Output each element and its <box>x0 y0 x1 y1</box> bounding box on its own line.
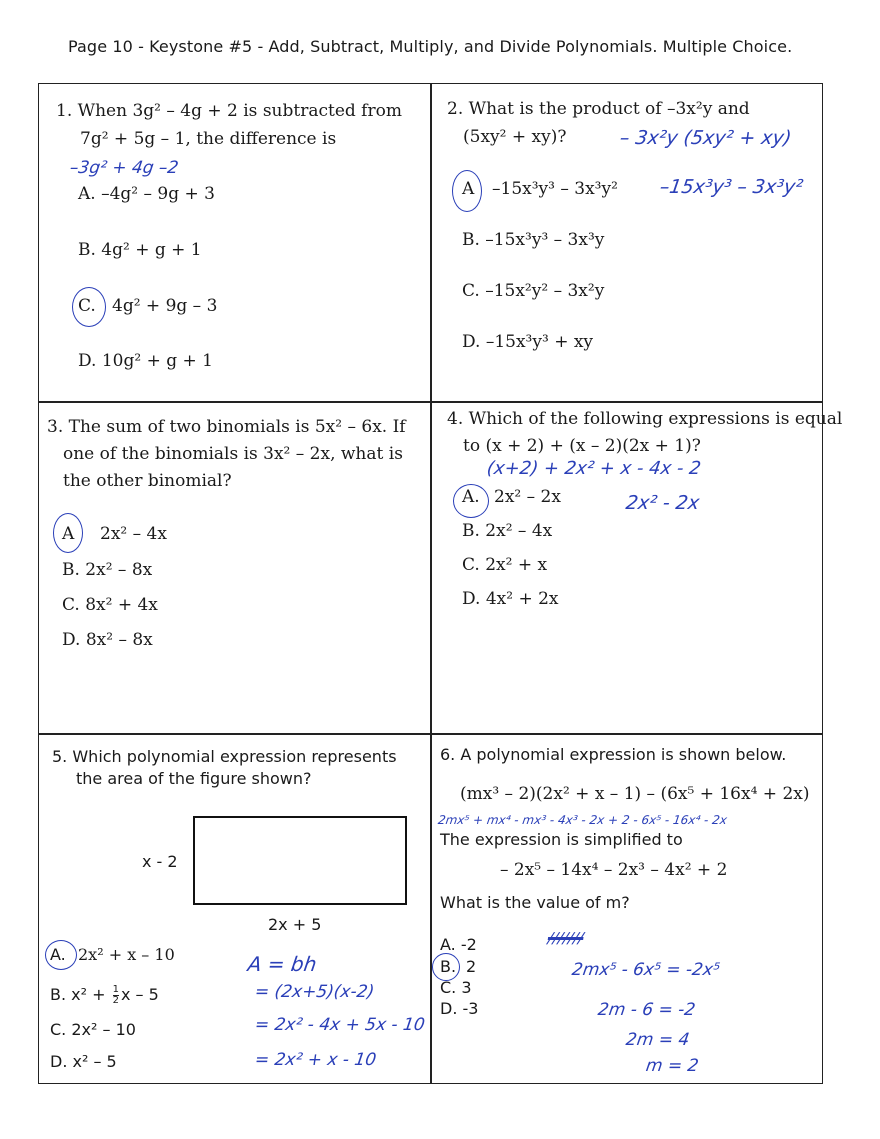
q5-prompt-line1: 5. Which polynomial expression represents <box>52 747 397 766</box>
q5-work-line1: A = bh <box>246 952 319 976</box>
q5-side-label: x - 2 <box>142 852 178 871</box>
q5-work-line2: = (2x+5)(x-2) <box>253 982 376 1002</box>
q4-option-d[interactable]: D. 4x² + 2x <box>462 589 559 609</box>
q6-simplified: – 2x⁵ – 14x⁴ – 2x³ – 4x² + 2 <box>500 860 728 880</box>
q6-work-line1: 2mx⁵ - 6x⁵ = -2x⁵ <box>570 960 722 980</box>
q2-handwritten-work2: –15x³y³ – 3x³y² <box>658 176 805 198</box>
q6-expression: (mx³ – 2)(2x² + x – 1) – (6x⁵ + 16x⁴ + 2x) <box>460 784 810 804</box>
q6-prompt-line3: What is the value of m? <box>440 893 630 912</box>
q2-option-b[interactable]: B. –15x³y³ – 3x³y <box>462 230 605 250</box>
q6-option-c[interactable]: C. 3 <box>440 978 472 997</box>
q1-prompt-line1: 1. When 3g² – 4g + 2 is subtracted from <box>56 101 402 121</box>
q5-bottom-label: 2x + 5 <box>268 915 322 934</box>
q1-handwritten-work: –3g² + 4g –2 <box>68 158 180 178</box>
q3-option-b[interactable]: B. 2x² – 8x <box>62 560 153 580</box>
q3-option-c[interactable]: C. 8x² + 4x <box>62 595 158 615</box>
q5-option-b-start: B. x² + <box>50 985 111 1004</box>
q1-option-b[interactable]: B. 4g² + g + 1 <box>78 240 202 260</box>
page-header: Page 10 - Keystone #5 - Add, Subtract, Multiply, and Divide Polynomials. Multiple Choice. <box>68 37 793 56</box>
q5-prompt-line2: the area of the figure shown? <box>76 769 312 788</box>
q5-option-b-end: x – 5 <box>120 985 159 1004</box>
q2-option-a[interactable]: –15x³y³ – 3x³y² <box>492 179 618 199</box>
q6-prompt-line1: 6. A polynomial expression is shown below. <box>440 745 787 764</box>
q6-work-line2: 2m - 6 = -2 <box>596 1000 697 1020</box>
q4-option-b[interactable]: B. 2x² – 4x <box>462 521 553 541</box>
q3-prompt-line3: the other binomial? <box>63 471 232 491</box>
q6-work-line3: 2m = 4 <box>624 1030 691 1050</box>
q5-rectangle-figure <box>193 816 407 905</box>
q5-option-a-letter[interactable]: A. <box>50 945 66 964</box>
q6-option-d[interactable]: D. -3 <box>440 999 479 1018</box>
q5-option-c[interactable]: C. 2x² – 10 <box>50 1020 136 1039</box>
q6-handwritten-expansion: 2mx⁵ + mx⁴ - mx³ - 4x³ - 2x + 2 - 6x⁵ - 16x⁴ - 2x <box>437 813 728 827</box>
q3-option-a[interactable]: 2x² – 4x <box>100 524 167 544</box>
q1-option-c[interactable]: 4g² + 9g – 3 <box>112 296 218 316</box>
q4-handwritten-work2: 2x² - 2x <box>624 492 701 514</box>
q3-prompt-line1: 3. The sum of two binomials is 5x² – 6x. If <box>47 417 406 437</box>
q2-option-d[interactable]: D. –15x³y³ + xy <box>462 332 594 352</box>
q5-work-line3: = 2x² - 4x + 5x - 10 <box>253 1015 427 1035</box>
q4-prompt-line1: 4. Which of the following expressions is equal <box>447 409 843 429</box>
q2-handwritten-work1: – 3x²y (5xy² + xy) <box>618 127 793 149</box>
q5-option-b[interactable] <box>50 985 159 1006</box>
q6-option-b[interactable]: 2 <box>466 957 477 976</box>
q4-prompt-line2: to (x + 2) + (x – 2)(2x + 1)? <box>463 436 701 456</box>
q2-prompt-line1: 2. What is the product of –3x²y and <box>447 99 750 119</box>
q5-fraction-half: $\frac{1}{2}$ <box>112 984 119 1006</box>
grid-vertical-divider <box>430 83 432 1084</box>
q1-option-c-letter[interactable]: C. <box>78 296 96 316</box>
q6-scribbled-work: /////// <box>546 929 585 947</box>
q4-option-c[interactable]: C. 2x² + x <box>462 555 548 575</box>
q5-option-d[interactable]: D. x² – 5 <box>50 1052 117 1071</box>
q1-option-a[interactable]: A. –4g² – 9g + 3 <box>78 184 215 204</box>
q2-option-c[interactable]: C. –15x²y² – 3x²y <box>462 281 605 301</box>
q2-option-a-letter[interactable]: A <box>462 179 475 199</box>
q5-work-line4: = 2x² + x - 10 <box>253 1050 378 1070</box>
grid-divider-row2 <box>38 733 823 735</box>
grid-divider-row1 <box>38 401 823 403</box>
q4-handwritten-work1: (x+2) + 2x² + x - 4x - 2 <box>485 458 703 479</box>
q3-prompt-line2: one of the binomials is 3x² – 2x, what is <box>63 444 403 464</box>
q2-prompt-line2: (5xy² + xy)? <box>463 127 567 147</box>
q3-option-a-letter[interactable]: A <box>62 524 75 544</box>
q3-option-d[interactable]: D. 8x² – 8x <box>62 630 153 650</box>
q1-option-d[interactable]: D. 10g² + g + 1 <box>78 351 213 371</box>
q6-prompt-line2: The expression is simplified to <box>440 830 683 849</box>
q6-option-b-letter[interactable]: B. <box>440 957 457 976</box>
q6-work-line4: m = 2 <box>644 1056 700 1076</box>
q4-option-a[interactable]: 2x² – 2x <box>494 487 561 507</box>
q6-option-a[interactable]: A. -2 <box>440 935 477 954</box>
q4-option-a-letter[interactable]: A. <box>462 487 480 507</box>
q5-option-a[interactable]: 2x² + x – 10 <box>78 945 175 964</box>
q1-prompt-line2: 7g² + 5g – 1, the difference is <box>80 129 337 149</box>
